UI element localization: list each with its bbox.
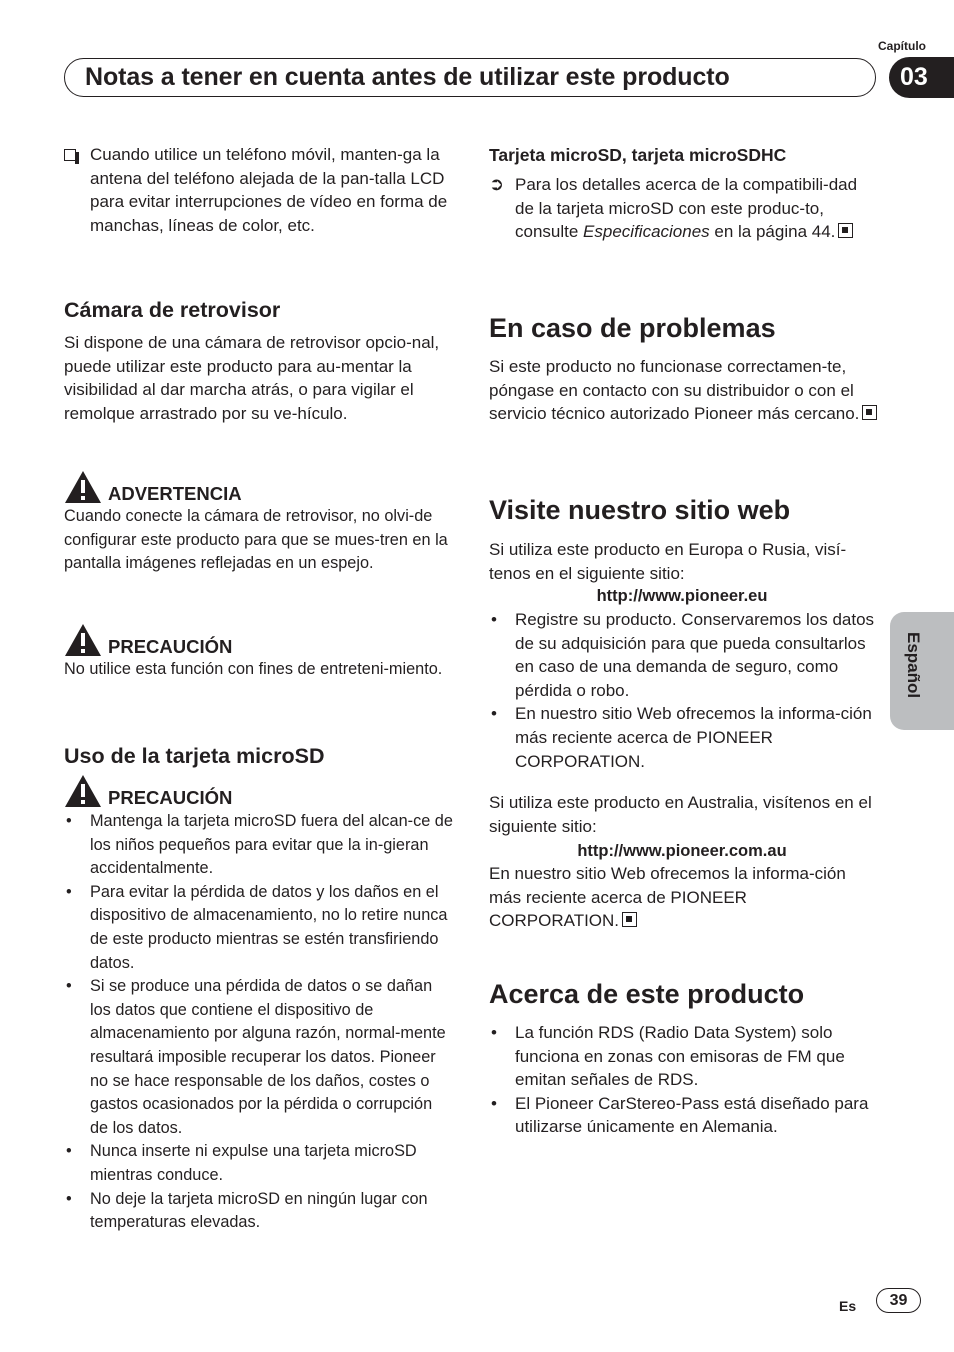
bullet-dot-icon: •	[66, 1142, 72, 1161]
microsd-caution-list	[64, 810, 454, 1235]
about-list	[489, 1021, 881, 1139]
end-mark-icon	[622, 912, 637, 927]
web-intro-au: Si utiliza este producto en Australia, visítenos en el siguiente sitio:	[489, 793, 872, 836]
microsd-caution-block	[64, 774, 454, 1235]
bullet-dot-icon: •	[491, 610, 497, 629]
page-number: 39	[876, 1288, 921, 1313]
arrow-bullet-icon: ➲	[489, 174, 505, 194]
footer-lang-code: Es	[839, 1298, 857, 1314]
list-item: • No deje la tarjeta microSD en ningún lugar con temperaturas elevadas.	[66, 1189, 428, 1232]
list-item: • La función RDS (Radio Data System) solo funciona en zonas con emisoras de FM que emitan señales de RDS.	[491, 1023, 845, 1090]
bullet-dot-icon: •	[66, 812, 72, 830]
list-item: • Nunca inserte ni expulse una tarjeta microSD mientras conduce.	[66, 1142, 417, 1184]
list-item: • Mantenga la tarjeta microSD fuera del alcan-ce de los niños pequeños para evitar que la in-gieran accidentalmente.	[66, 812, 453, 878]
chapter-badge: 03	[889, 57, 954, 98]
caution-triangle-icon	[64, 774, 102, 808]
microsd-caution-title: PRECAUCIÓN	[108, 787, 233, 808]
card-text-after: en la página 44.	[709, 222, 836, 242]
card-heading: Tarjeta microSD, tarjeta microSDHC	[489, 145, 787, 165]
card-note	[489, 173, 879, 244]
warning-triangle-icon	[64, 470, 102, 504]
page-header	[64, 58, 876, 97]
bullet-dot-icon: •	[491, 1093, 497, 1113]
language-tab-label: Español	[904, 632, 923, 699]
bullet-dot-icon: •	[66, 1189, 72, 1208]
about-heading: Acerca de este producto	[489, 979, 805, 1009]
web-body-au: En nuestro sitio Web ofrecemos la informa-ción más reciente acerca de PIONEER CORPORATION.	[489, 864, 846, 931]
microsd-heading: Uso de la tarjeta microSD	[64, 744, 325, 768]
chapter-label: Capítulo	[878, 39, 926, 53]
problems-heading: En caso de problemas	[489, 313, 776, 343]
web-heading: Visite nuestro sitio web	[489, 495, 791, 525]
url-au-link[interactable]: http://www.pioneer.com.au	[577, 842, 787, 860]
list-item: • Para evitar la pérdida de datos y los daños en el dispositivo de almacenamiento, no lo retire nunca de este producto mientras se estén transfiriendo datos.	[66, 882, 448, 972]
web-benefits-list	[489, 608, 881, 773]
card-text-italic: Especificaciones	[583, 222, 710, 242]
list-item: • Si se produce una pérdida de datos o se dañan los datos que contiene el dispositivo de almacenamiento por alguna razón, normal-mente resultará imposible recuperar los datos. Pioneer no se hace responsable de los daños, costes o gastos ocasionados por la pérdida o corrupción de los datos.	[66, 977, 446, 1137]
end-mark-icon	[862, 405, 877, 420]
camera-body: Si dispone de una cámara de retrovisor opcio-nal, puede utilizar este producto para au-mentar la visibilidad al dar marcha atrás, o para vigilar el remolque arrastrado por su ve-hículo.	[64, 333, 440, 423]
intro-bullet-text: Cuando utilice un teléfono móvil, manten-ga la antena del teléfono alejada de la pan-talla LCD para evitar interrupciones de vídeo en forma de manchas, líneas de color, etc.	[90, 145, 448, 235]
list-item: • Registre su producto. Conservaremos los datos de su adquisición para que pueda consultarlos en caso de una demanda de seguro, como pérdida o robo.	[491, 610, 875, 700]
intro-bullet-item	[64, 143, 454, 237]
caution-triangle-icon	[64, 623, 102, 657]
bullet-dot-icon: •	[66, 977, 72, 996]
checkbox-bullet-icon	[64, 149, 76, 161]
bullet-dot-icon: •	[491, 704, 497, 724]
page-title: Notas a tener en cuenta antes de utilizar este producto	[85, 63, 730, 91]
warning-body: Cuando conecte la cámara de retrovisor, no olvi-de configurar este producto para que se mues-tren en la pantalla imágenes reflejadas en un espejo.	[64, 507, 448, 573]
caution-title: PRECAUCIÓN	[108, 636, 233, 657]
web-intro-eu: Si utiliza este producto en Europa o Rusia, visí-tenos en el siguiente sitio:	[489, 540, 847, 583]
caution-body: No utilice esta función con fines de entreteni-miento.	[64, 660, 443, 678]
list-item: • El Pioneer CarStereo-Pass está diseñado para utilizarse únicamente en Alemania.	[491, 1093, 869, 1137]
warning-block	[64, 470, 454, 576]
bullet-dot-icon: •	[66, 882, 72, 901]
bullet-dot-icon: •	[491, 1023, 497, 1042]
caution-block-camera	[64, 623, 454, 682]
warning-title: ADVERTENCIA	[108, 483, 242, 504]
problems-body: Si este producto no funcionase correctamen-te, póngase en contacto con su distribuidor o con el servicio técnico autorizado Pioneer más cercano.	[489, 355, 881, 426]
camera-heading: Cámara de retrovisor	[64, 298, 281, 322]
list-item: • En nuestro sitio Web ofrecemos la informa-ción más reciente acerca de PIONEER CORPORATION.	[491, 704, 872, 771]
url-eu-link[interactable]: http://www.pioneer.eu	[596, 587, 768, 605]
card-text-before: Para los detalles acerca de la compatibili-dad de la tarjeta microSD con este produc-to, consulte	[515, 175, 858, 242]
end-mark-icon	[838, 223, 853, 238]
